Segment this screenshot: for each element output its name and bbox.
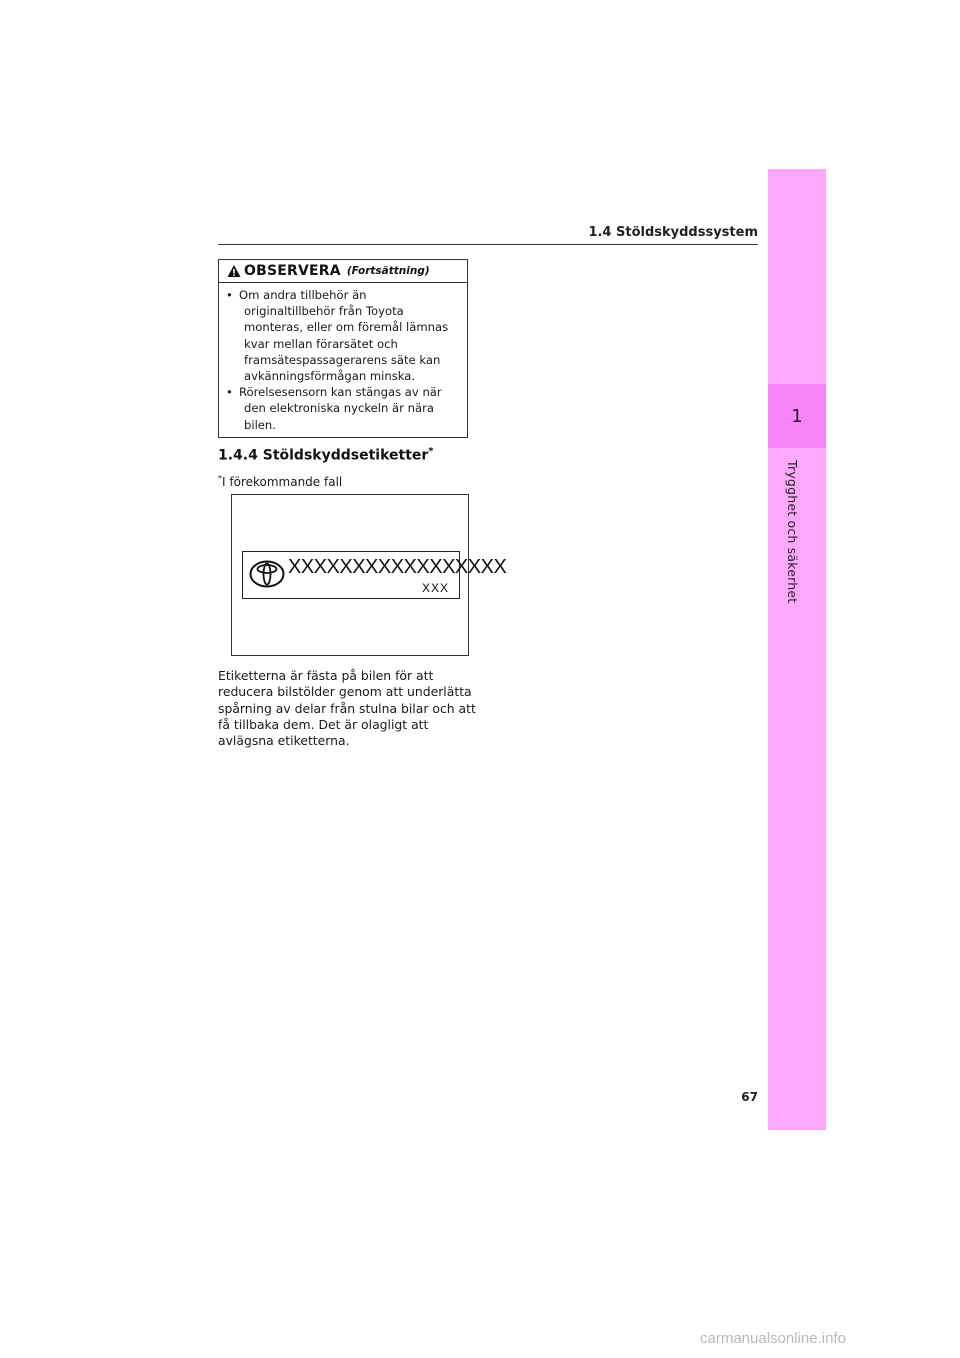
warning-header bbox=[219, 260, 467, 283]
warning-item-line: bilen. bbox=[244, 417, 276, 432]
body-paragraph bbox=[218, 668, 476, 749]
warning-item-line: originaltillbehör från Toyota bbox=[244, 304, 404, 319]
page-header-title: 1.4 Stöldskyddssystem bbox=[588, 225, 758, 240]
label-figure bbox=[231, 494, 507, 656]
side-tab-chapter-number: 1 bbox=[768, 384, 826, 448]
header-rule bbox=[218, 244, 758, 245]
label-sub-code: XXX bbox=[421, 581, 449, 595]
warning-item-line: kvar mellan förarsätet och bbox=[244, 336, 398, 351]
warning-box bbox=[218, 259, 468, 438]
anti-theft-label bbox=[242, 551, 507, 599]
footnote-marker: * bbox=[218, 474, 222, 483]
label-code: XXXXXXXXXXXXXXXXX bbox=[288, 556, 507, 578]
warning-item-line: Rörelsesensorn kan stängas av när bbox=[239, 385, 442, 400]
body-line: Etiketterna är fästa på bilen för att bbox=[218, 668, 434, 683]
section-heading-marker: * bbox=[428, 446, 434, 457]
page-number: 67 bbox=[741, 1090, 758, 1104]
footnote-text: I förekommande fall bbox=[222, 475, 343, 489]
body-line: spårning av delar från stulna bilar och att bbox=[218, 700, 476, 716]
toyota-logo bbox=[249, 559, 285, 589]
body-line: få tillbaka dem. Det är olagligt att bbox=[218, 716, 429, 732]
footnote bbox=[218, 474, 342, 489]
warning-item-line: den elektroniska nyckeln är nära bbox=[244, 401, 434, 416]
bullet: • bbox=[226, 385, 233, 400]
bullet: • bbox=[226, 288, 233, 302]
warning-item-line: avkänningsförmågan minska. bbox=[244, 369, 416, 384]
watermark: carmanualsonline.info bbox=[700, 1330, 846, 1347]
warning-continued: (Fortsättning) bbox=[346, 265, 430, 277]
side-tab bbox=[768, 169, 826, 1130]
warning-icon bbox=[227, 264, 241, 278]
body-line: reducera bilstölder genom att underlätta bbox=[218, 684, 472, 700]
side-tab-chapter-label: Trygghet och säkerhet bbox=[785, 460, 800, 604]
section-heading-text: 1.4.4 Stöldskyddsetiketter bbox=[218, 447, 429, 464]
section-heading bbox=[218, 446, 434, 464]
warning-item bbox=[225, 384, 461, 433]
body-line: avlägsna etiketterna. bbox=[218, 733, 350, 749]
warning-list bbox=[219, 287, 467, 433]
warning-item-line: Om andra tillbehör än bbox=[239, 288, 367, 302]
warning-item-line: framsätespassagerarens säte kan bbox=[244, 352, 441, 367]
warning-item bbox=[225, 287, 461, 384]
warning-title: OBSERVERA bbox=[244, 263, 341, 279]
warning-item-line: monteras, eller om föremål lämnas bbox=[244, 320, 449, 335]
